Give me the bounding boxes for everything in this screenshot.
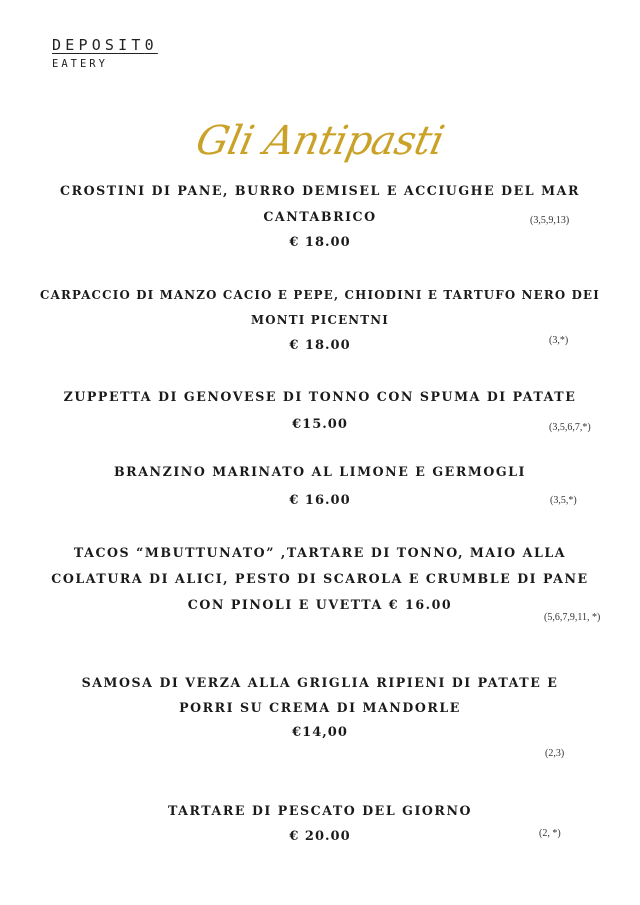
allergen-codes: (2, *) [539, 828, 561, 839]
dish-price: € 16.00 [289, 493, 351, 508]
dish-price: € 18.00 [289, 338, 351, 353]
dish-name: SAMOSA DI VERZA ALLA GRIGLIA RIPIENI DI PATATE E [81, 675, 559, 690]
dish-name-cont: MONTI PICENTNI [251, 313, 389, 327]
logo [52, 36, 158, 54]
allergen-codes: (2,3) [545, 748, 565, 759]
section-title: Gli Antipasti [192, 118, 448, 164]
dish-name: TARTARE DI PESCATO DEL GIORNO [167, 803, 473, 818]
dish-price: €15.00 [292, 417, 348, 432]
dish-price: € 18.00 [289, 235, 351, 250]
dish-name: ZUPPETTA DI GENOVESE DI TONNO CON SPUMA DI PATATE [63, 389, 577, 404]
dish-name-cont: PORRI SU CREMA DI MANDORLE [179, 700, 461, 715]
logo-zero: 0 [144, 36, 158, 54]
allergen-codes: (3,*) [549, 335, 569, 346]
logo-subtitle: EATERY [52, 58, 108, 70]
dish-price: € 20.00 [289, 829, 351, 844]
allergen-codes: (3,5,9,13) [530, 215, 570, 226]
logo-text: DEPOSIT [52, 36, 145, 54]
dish-price: €14,00 [292, 725, 348, 740]
dish-name: BRANZINO MARINATO AL LIMONE E GERMOGLI [113, 464, 526, 479]
allergen-codes: (3,5,*) [550, 495, 577, 506]
dish-name-cont: COLATURA DI ALICI, PESTO DI SCAROLA E CRUMBLE DI PANE [51, 571, 589, 586]
dish-name: TACOS “MBUTTUNATO” ,TARTARE DI TONNO, MAIO ALLA [73, 545, 567, 560]
dish-name: CARPACCIO DI MANZO CACIO E PEPE, CHIODINI E TARTUFO NERO DEI [40, 288, 600, 302]
dish-name-price: CON PINOLI E UVETTA € 16.00 [187, 597, 453, 612]
allergen-codes: (5,6,7,9,11, *) [544, 612, 601, 623]
dish-name-cont: CANTABRICO [263, 209, 377, 224]
allergen-codes: (3,5,6,7,*) [549, 422, 591, 433]
dish-name: CROSTINI DI PANE, BURRO DEMISEL E ACCIUGHE DEL MAR [60, 183, 580, 198]
